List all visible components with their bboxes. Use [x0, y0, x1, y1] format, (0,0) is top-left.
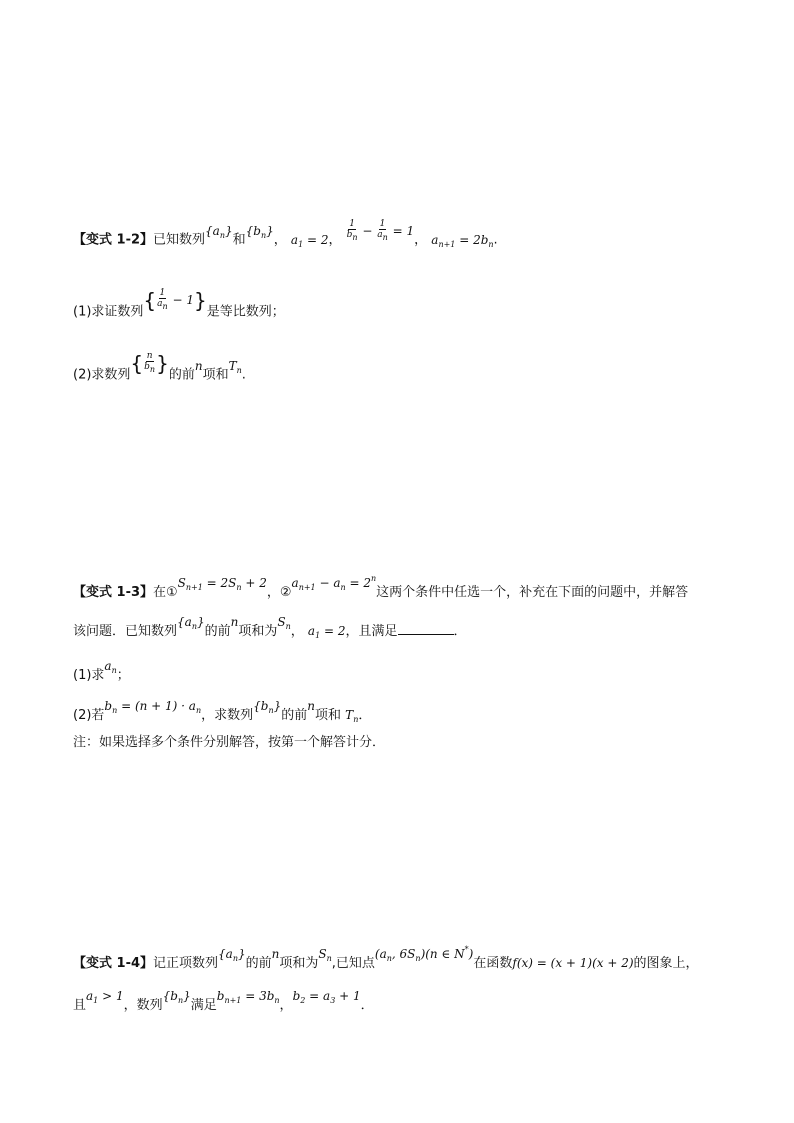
math-an: $a_n$	[104, 659, 117, 675]
problem-tag: 【变式 1-4】	[73, 956, 154, 971]
problem-tag: 【变式 1-2】	[73, 232, 154, 248]
text: ，且满足	[345, 624, 398, 639]
text: 在①	[153, 585, 178, 600]
math-b2: $b_2 = a_3 + 1$	[292, 989, 361, 1005]
text: 和	[232, 232, 246, 248]
math-seq-a: $\{a_n\}$	[177, 615, 205, 631]
text: 项和为	[279, 956, 319, 971]
text: (1)求证数列	[73, 304, 144, 320]
problem-1-3-note: 注：如果选择多个条件分别解答，按第一个解答计分．	[73, 735, 386, 750]
problem-1-3-part-1	[73, 659, 130, 688]
text: 的前	[281, 708, 308, 723]
math-n-over-bn: { $\frac{n}{b_n}$ }	[130, 351, 169, 375]
problem-tag: 【变式 1-3】	[73, 585, 154, 600]
math-a1-gt-1: $a_1 > 1$	[86, 989, 124, 1005]
problem-1-3-part-2	[73, 699, 372, 728]
text: ，	[328, 232, 342, 248]
math-Sn: $S_n$	[318, 947, 332, 963]
text: 该问题．已知数列	[73, 624, 178, 639]
text: ，	[279, 998, 293, 1013]
math-Tn: $T_n$	[228, 358, 242, 375]
problem-1-3-statement-cont	[73, 615, 467, 644]
answer-blank[interactable]	[398, 623, 454, 635]
text: (2)求数列	[73, 367, 131, 383]
text: ，	[414, 232, 428, 248]
text: ．	[358, 708, 372, 723]
math-recip-relation: $\frac{1}{b_n}$ − $\frac{1}{a_n}$ = 1	[346, 219, 415, 242]
problem-1-4-statement-cont	[73, 989, 374, 1018]
text: (1)求	[73, 668, 105, 683]
problem-1-2-part-1	[73, 288, 285, 324]
math-function: f(x) = (x + 1)(x + 2)	[512, 956, 634, 970]
text: 的前	[168, 367, 195, 383]
text: ，②	[266, 585, 292, 600]
math-n: n	[230, 615, 239, 629]
problem-1-2-statement: 【变式 1-2】已知数列$\{a_n\}$和$\{b_n\}$， $a_1 = 2$， $\frac{1}{b_n}$ − $\frac{1}{a_n}$ = 1， $a_{n+1} = 2b_n$.	[73, 219, 498, 249]
math-n: n	[194, 358, 203, 373]
text: ,已知点	[331, 956, 375, 971]
problem-1-2-part-2: (2)求数列{ $\frac{n}{b_n}$ }的前n项和$T_n$.	[73, 351, 246, 383]
math-seq-b: $\{b_n\}$	[162, 989, 191, 1005]
text: 在函数	[473, 956, 513, 971]
math-a1: $a_1 = 2$	[307, 624, 346, 640]
text: 且	[73, 998, 87, 1013]
text: 是等比数列；	[206, 304, 285, 320]
text: ，	[290, 624, 304, 639]
math-seq-a: $\{a_n\}$	[218, 947, 246, 963]
text: (2)若	[73, 708, 105, 723]
text: 这两个条件中任选一个，补充在下面的问题中，并解答	[376, 585, 689, 600]
text: ．	[360, 998, 374, 1013]
math-condition-1: $S_{n+1} = 2S_n + 2$	[177, 576, 267, 592]
text: 项和为	[238, 624, 278, 639]
math-a1: $a_1 = 2$	[290, 232, 329, 249]
text: ．	[453, 624, 467, 639]
problem-1-3-statement	[73, 574, 689, 605]
text: 的前	[204, 624, 231, 639]
math-n: n	[271, 947, 280, 961]
math-point: ($a_n$, $6S_n)(n$ ∈ N*)	[374, 945, 474, 963]
text: 记正项数列	[153, 956, 219, 971]
math-condition-2: $a_{n+1} - a_n = 2^n$	[291, 574, 377, 592]
text: 的图象上，	[633, 956, 699, 971]
math-seq-b: $\{b_n\}$	[245, 223, 274, 240]
math-bn-recurrence: $b_{n+1} = 3b_n$	[216, 989, 280, 1005]
text: ，	[273, 232, 287, 248]
problem-1-4-statement	[73, 945, 699, 976]
math-n: n	[307, 699, 316, 713]
math-Sn: $S_n$	[277, 615, 291, 631]
math-recurrence: $a_{n+1} = 2b_n$	[431, 232, 494, 249]
text: 的前	[245, 956, 272, 971]
math-Tn: $T_n$	[345, 708, 359, 724]
text: 满足	[190, 998, 217, 1013]
math-recip-minus-one: { $\frac{1}{a_n}$ − 1}	[143, 288, 207, 312]
text: ，求数列	[201, 708, 254, 723]
text: ；	[116, 668, 130, 683]
text: 已知数列	[153, 232, 206, 248]
text: 项和	[202, 367, 229, 383]
math-bn-def: $b_n = (n + 1) \cdot a_n$	[104, 699, 202, 715]
math-seq-a: $\{a_n\}$	[205, 223, 233, 240]
text: 项和	[315, 708, 342, 723]
text: ，数列	[123, 998, 163, 1013]
math-seq-b: $\{b_n\}$	[253, 699, 282, 715]
